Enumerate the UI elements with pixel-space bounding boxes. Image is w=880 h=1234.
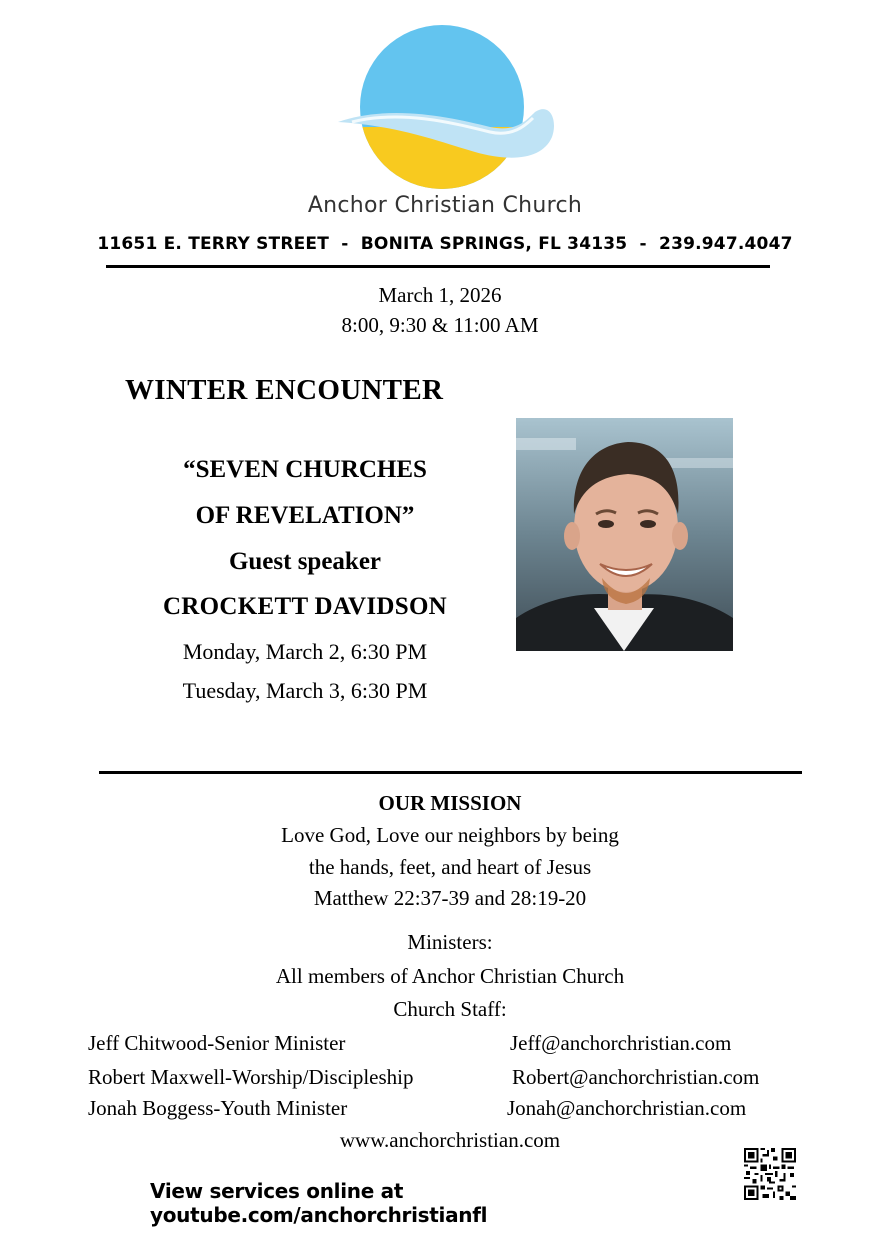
mission-heading: OUR MISSION	[378, 791, 522, 815]
middle-divider	[99, 771, 802, 774]
service-date: March 1, 2026	[378, 283, 502, 307]
ministers-text: All members of Anchor Christian Church	[275, 964, 625, 988]
church-logo	[330, 22, 560, 192]
staff-name: Jonah Boggess-Youth Minister	[88, 1096, 348, 1120]
ministers-label: Ministers:	[407, 930, 493, 954]
staff-row	[88, 1031, 818, 1059]
mission-line-1: Love God, Love our neighbors by being	[281, 823, 619, 847]
speaker-name: CROCKETT DAVIDSON	[162, 593, 448, 620]
church-address: 11651 E. TERRY STREET - BONITA SPRINGS, FL 34135 - 239.947.4047	[97, 234, 793, 254]
church-name: Anchor Christian Church	[307, 193, 583, 218]
event-date-2: Tuesday, March 3, 6:30 PM	[182, 678, 428, 703]
staff-email[interactable]: Jeff@anchorchristian.com	[510, 1031, 732, 1055]
top-divider	[106, 265, 770, 268]
staff-name: Robert Maxwell-Worship/Discipleship	[88, 1065, 414, 1089]
event-title: WINTER ENCOUNTER	[125, 374, 444, 406]
speaker-photo	[516, 418, 733, 651]
online-services-text: View services online at youtube.com/anchorchristianfl	[150, 1179, 488, 1227]
mission-line-2: the hands, feet, and heart of Jesus	[308, 855, 592, 879]
series-title-line-1: “SEVEN CHURCHES	[183, 456, 427, 483]
staff-email[interactable]: Robert@anchorchristian.com	[512, 1065, 760, 1089]
service-times: 8:00, 9:30 & 11:00 AM	[341, 313, 539, 337]
guest-speaker-label: Guest speaker	[228, 548, 382, 575]
staff-label: Church Staff:	[393, 997, 507, 1021]
event-date-1: Monday, March 2, 6:30 PM	[182, 639, 428, 664]
staff-row	[88, 1065, 818, 1093]
staff-row	[88, 1096, 818, 1124]
website-link[interactable]: www.anchorchristian.com	[339, 1128, 561, 1152]
mission-scripture: Matthew 22:37-39 and 28:19-20	[313, 886, 587, 910]
staff-email[interactable]: Jonah@anchorchristian.com	[507, 1096, 747, 1120]
series-title-line-2: OF REVELATION”	[195, 502, 415, 529]
qr-code-icon[interactable]	[744, 1148, 796, 1200]
staff-name: Jeff Chitwood-Senior Minister	[88, 1031, 346, 1055]
